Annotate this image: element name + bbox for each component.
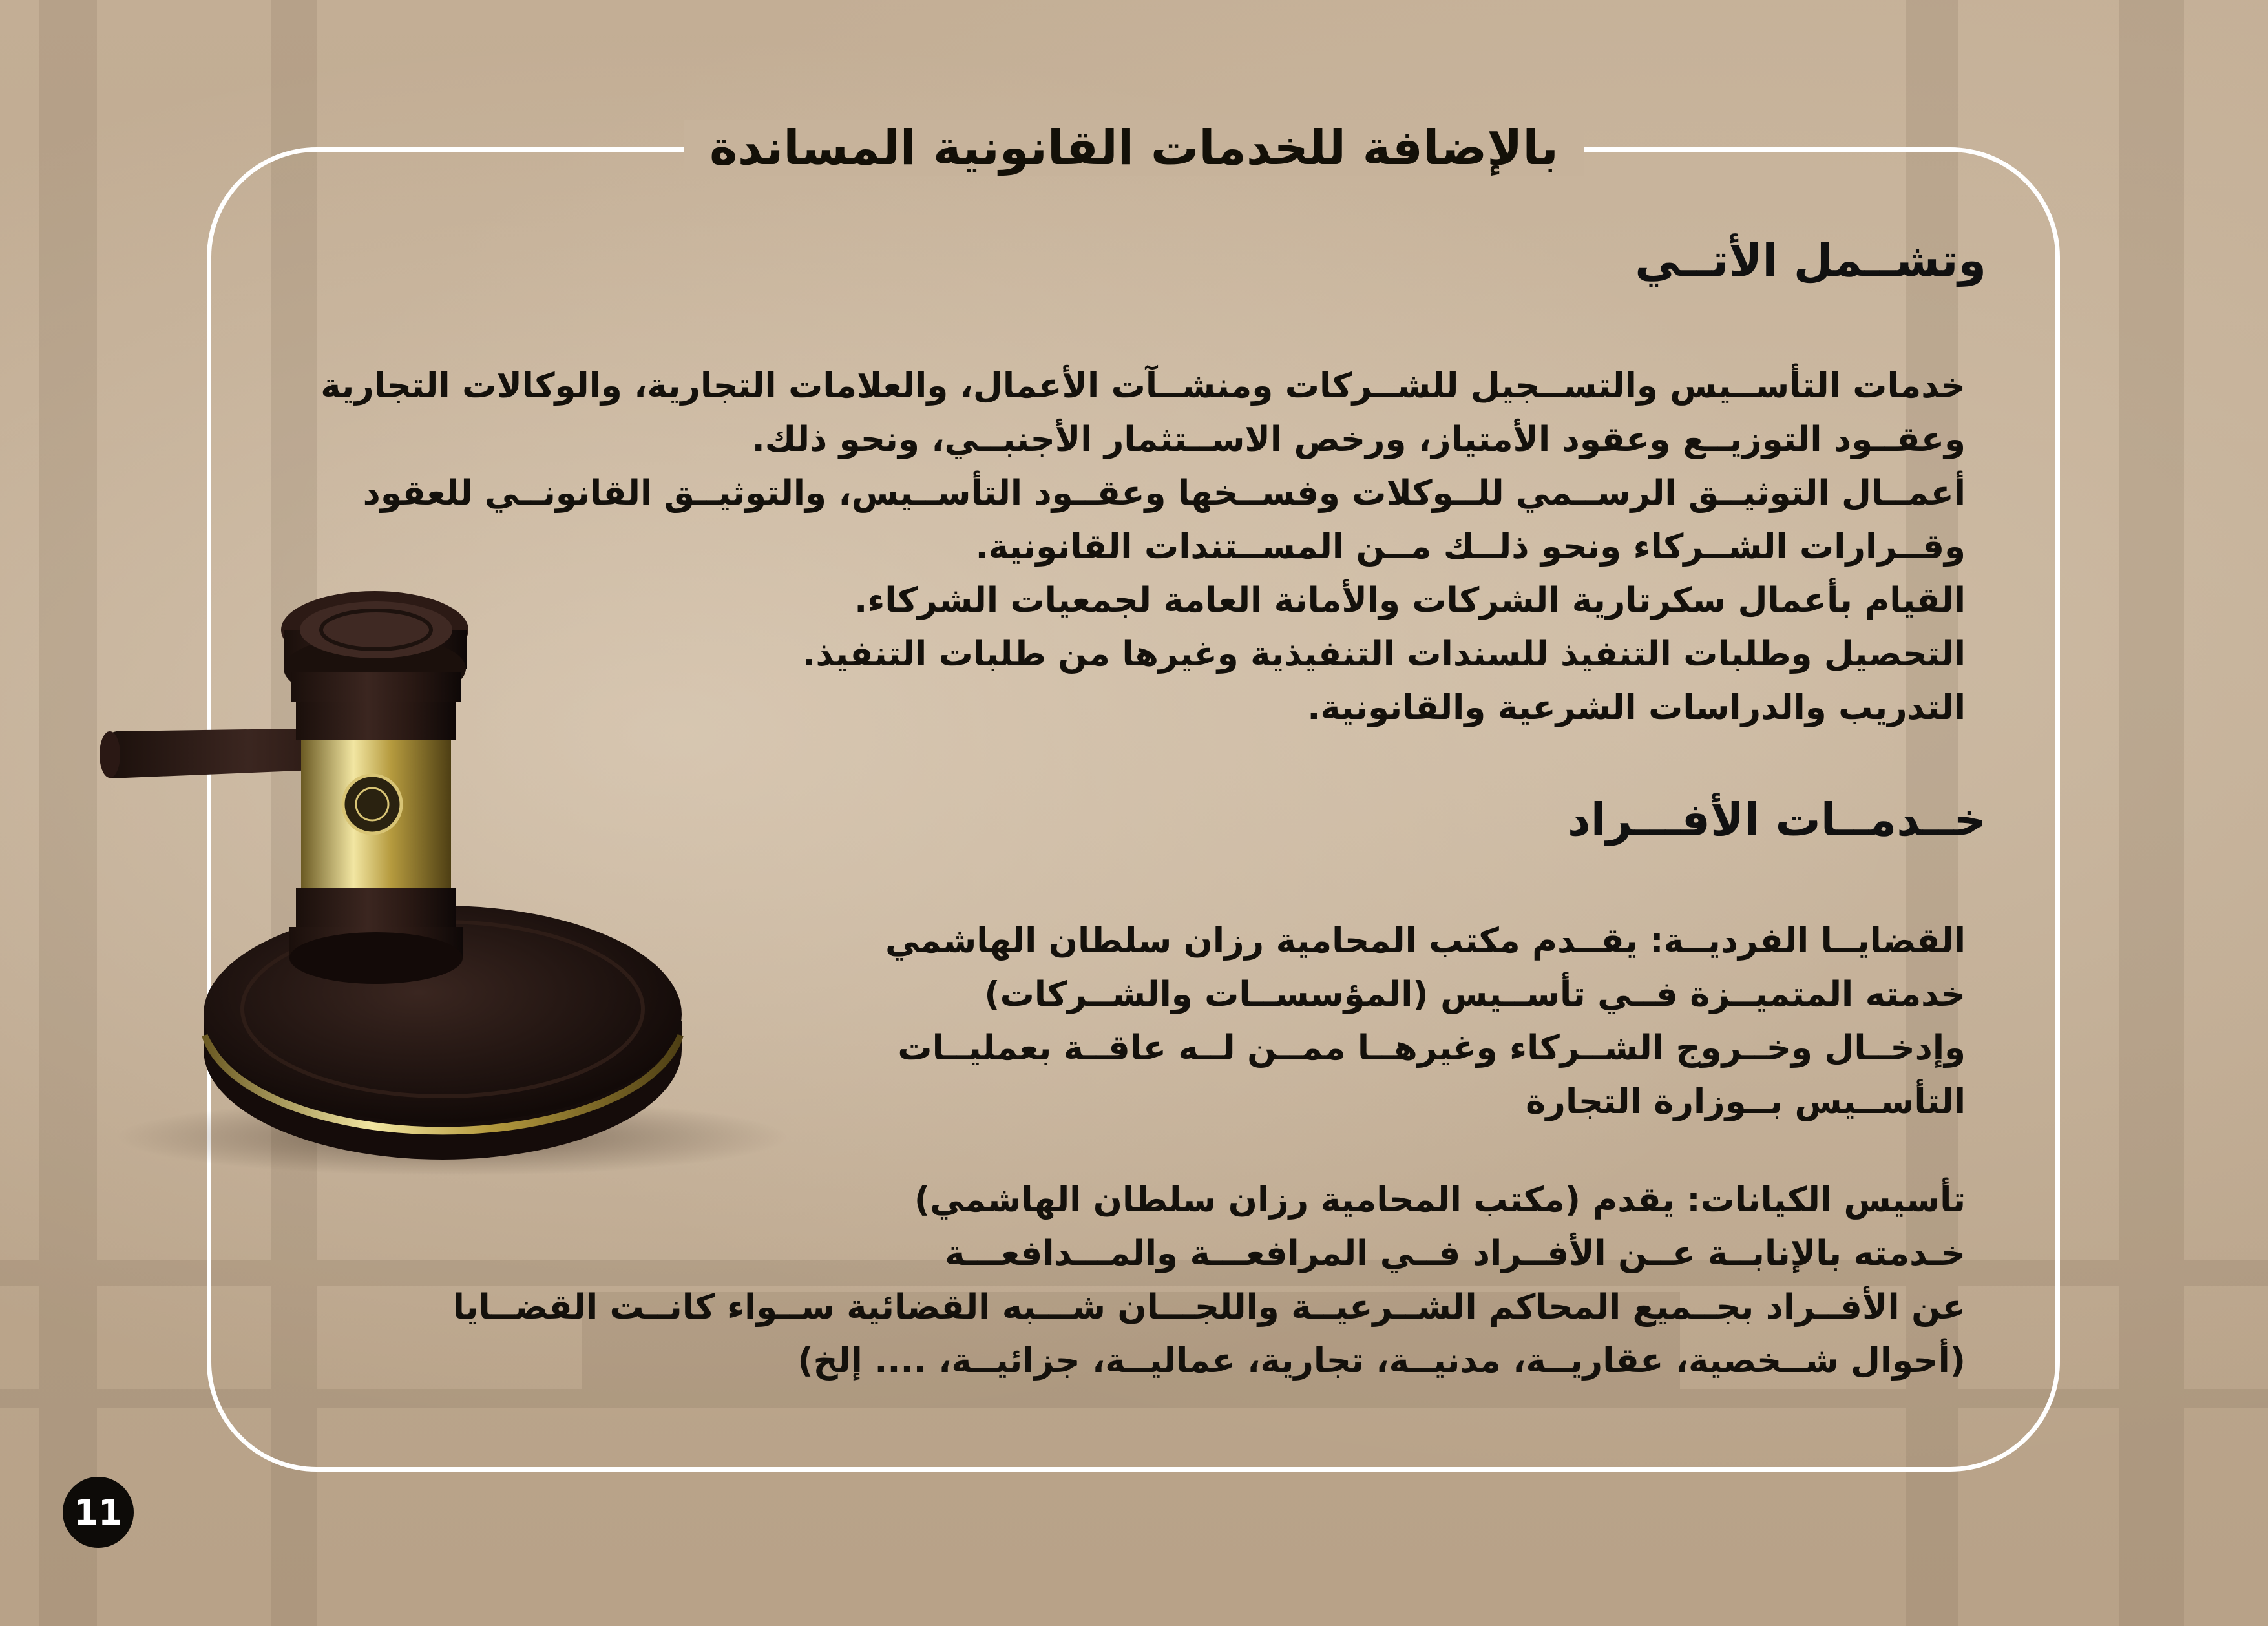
entities-line: عن الأفــراد بجــميع المحاكم الشــرعيــة واللجـــان شـــبه القضائية ســواء كانــت القضــايا: [452, 1287, 1966, 1327]
individual-cases-line: التأســيس بــوزارة التجارة: [1526, 1082, 1966, 1121]
companies-line: التدريب والدراسات الشرعية والقانونية.: [1307, 688, 1966, 727]
gavel-icon: [90, 568, 821, 1176]
companies-line: أعمــال التوثيــق الرســمي للــوكلات وفســخها وعقــود التأســيس، والتوثيــق القانونــي للعقود: [362, 474, 1966, 513]
individual-cases-paragraph: [885, 914, 1966, 1129]
page-title: بالإضافة للخدمات القانونية المساندة: [684, 120, 1584, 176]
companies-line: خدمات التأســيس والتســجيل للشــركات ومنشــآت الأعمال، والعلامات التجارية، والوكالات التجارية: [320, 366, 1966, 406]
companies-line: القيام بأعمال سكرتارية الشركات والأمانة العامة لجمعيات الشركاء.: [854, 581, 1966, 620]
companies-line: وعقــود التوزيــع وعقود الأمتياز، ورخص الاســتثمار الأجنبــي، ونحو ذلك.: [751, 420, 1966, 459]
entities-line: خـدمته بالإنابــة عــن الأفــراد فــي المرافعـــة والمـــدافعـــة: [945, 1234, 1966, 1273]
individual-cases-line: وإدخــال وخــروج الشــركاء وغيرهــا ممــن لــه عاقــة بعمليــات: [898, 1028, 1966, 1068]
entities-paragraph: [453, 1173, 1966, 1388]
companies-line: وقــرارات الشــركاء ونحو ذلــك مــن المســتندات القانونية.: [975, 527, 1966, 567]
entities-line: (أحوال شــخصية، عقاريــة، مدنيــة، تجارية، عماليــة، جزائيــة، .... إلخ): [797, 1341, 1966, 1381]
companies-services-heading: وتشــمل الأتــي: [1635, 234, 1986, 287]
frame-title-area: [701, 106, 1567, 190]
individual-cases-line: القضايــا الفرديــة: يقــدم مكتب المحامية رزان سلطان الهاشمي: [885, 921, 1966, 961]
companies-line: التحصيل وطلبات التنفيذ للسندات التنفيذية وغيرها من طلبات التنفيذ.: [803, 634, 1966, 674]
entities-line: تأسيس الكيانات: يقدم (مكتب المحامية رزان سلطان الهاشمي): [914, 1180, 1966, 1220]
individuals-services-heading: خــدمــات الأفـــراد: [1567, 793, 1986, 846]
page-number-badge: 11: [63, 1477, 134, 1548]
individual-cases-line: خدمته المتميــزة فــي تأســيس (المؤسســات والشــركات): [984, 975, 1966, 1014]
